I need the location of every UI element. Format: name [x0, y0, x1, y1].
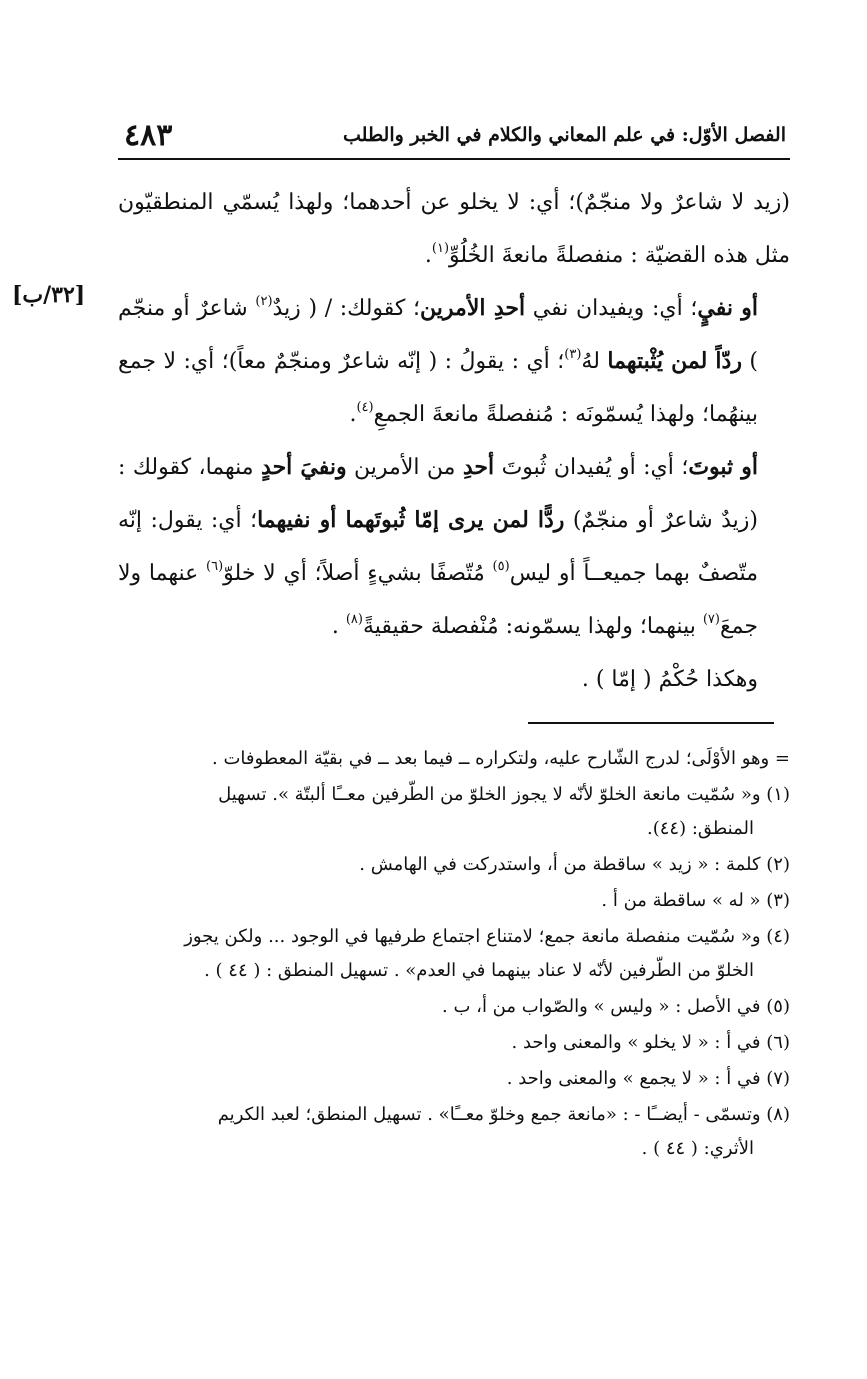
footnote-ref: (٣): [564, 347, 582, 362]
footnote-line: المنطق: (٤٤).: [646, 818, 754, 839]
page-number: ٤٨٣: [124, 118, 173, 153]
text-run: ؛ أي: ويفيدان نفي: [525, 296, 698, 321]
text-run: .: [331, 614, 346, 639]
footnote: (٧) في أ : « لا يجمع » والمعنى واحد .: [506, 1068, 790, 1089]
footnote-ref: (٥): [492, 559, 510, 574]
footnote-ref: (١): [431, 241, 450, 256]
footnote-line: الأثري: ( ٤٤ ) .: [641, 1138, 754, 1159]
paragraph-1: [118, 176, 790, 282]
text-run: ؛ أي: يقول: إنّه متّصفٌ بهما جميعــاً أو ليس: [118, 508, 758, 586]
footnote: [118, 920, 790, 988]
footnote: (٥) في الأصل : « وليس » والصّواب من أ، ب .: [442, 996, 790, 1017]
text-run: ؛ أي : يقولُ : ( إنّه شاعرٌ ومنجّمٌ معاً)؛ أي: لا جمع بينهُما؛ ولهذا يُسمّونَه : مُنفصلةً مانعةَ الجمعِ: [118, 349, 758, 427]
text-run: منهما، كقولك : (زيدٌ شاعرٌ أو منجّمٌ): [118, 455, 758, 533]
paragraph-2: [118, 282, 790, 441]
manuscript-folio-ref: [٣٢/ب]: [12, 282, 86, 308]
text-run: .: [349, 402, 357, 427]
footnote-line: الخلوّ من الطّرفين لأنّه لا عناد بينهما في العدم» . تسهيل المنطق : ( ٤٤ ) .: [204, 960, 754, 981]
text-run: ؛ أي: أو يُفيدان ثُبوتَ: [494, 455, 689, 480]
text-run: من الأمرين: [346, 455, 463, 480]
matn-text: أحدِ الأمرين: [420, 295, 526, 321]
text-run: عنهما ولا جمعَ: [118, 561, 758, 639]
matn-text: ردّاً لمن يُثْبتهما: [607, 348, 742, 374]
footnote: [118, 778, 790, 846]
footnote-ref: (٨): [345, 612, 363, 627]
matn-text: ونفيَ أحدٍ: [261, 454, 347, 480]
footnote: [118, 1098, 790, 1166]
footnotes: [118, 742, 790, 1168]
matn-text: أو ثبوتَ: [688, 454, 759, 480]
text-run: مُتّصفًا بشيءٍ أصلاً؛ أي لا خلوّ: [223, 561, 493, 586]
footnote-ref: (٦): [206, 559, 224, 574]
text-run: (زيد لا شاعرٌ ولا منجّمٌ)؛ أي: لا يخلو عن أحدهما؛ ولهذا يُسمّي المنطقيّون مثل هذه القضيّة : منفصلةً مانعةَ الخُلُوِّ: [118, 190, 790, 268]
footnote-ref: (٧): [702, 612, 720, 627]
matn-text: ردًّا لمن يرى إمّا ثُبوتَهما أو نفيهما: [257, 507, 565, 533]
footnote-line: (٤) و« سُمّيت منفصلة مانعة جمع؛ لامتناع اجتماع طرفيها في الوجود ... ولكن يجوز: [184, 926, 790, 947]
footnote-divider: [528, 722, 774, 724]
running-header: [118, 118, 790, 160]
footnote: (٦) في أ : « لا يخلو » والمعنى واحد .: [511, 1032, 790, 1053]
main-text: [118, 176, 790, 706]
chapter-title: الفصل الأوّل: في علم المعاني والكلام في الخبر والطلب: [343, 124, 786, 146]
footnote: (٣) « له » ساقطة من أ .: [601, 890, 790, 911]
footnote-line: (١) و« سُمّيت مانعة الخلوّ لأنّه لا يجوز الخلوّ من الطّرفين معــًا ألبتّة ». تسهيل: [218, 784, 790, 805]
text-run: .: [424, 243, 432, 268]
text-run: شاعرٌ أو منجّم ): [118, 296, 759, 374]
footnote-ref: (٤): [356, 400, 374, 415]
footnote-ref: (٢): [255, 294, 273, 309]
footnote: (٢) كلمة : « زيد » ساقطة من أ، واستدركت في الهامش .: [359, 854, 790, 875]
paragraph-4: وهكذا حُكْمُ ( إمّا ) .: [581, 667, 758, 692]
paragraph-3: [118, 441, 790, 653]
text-run: لهُ: [581, 349, 608, 374]
footnote: = وهو الأوْلَى؛ لدرج الشّارح عليه، ولتكراره ــ فيما بعد ــ في بقيّة المعطوفات .: [212, 748, 790, 769]
matn-text: أحدِ: [462, 454, 495, 480]
text-run: بينهما؛ ولهذا يسمّونه: مُنْفصلة حقيقيةً: [362, 614, 703, 639]
text-run: ؛ كقولك: / ( زيدٌ: [272, 296, 421, 321]
footnote-line: (٨) وتسمّى - أيضــًا - : «مانعة جمع وخلوّ معــًا» . تسهيل المنطق؛ لعبد الكريم: [217, 1104, 790, 1125]
matn-text: أو نفيٍ: [697, 295, 759, 321]
